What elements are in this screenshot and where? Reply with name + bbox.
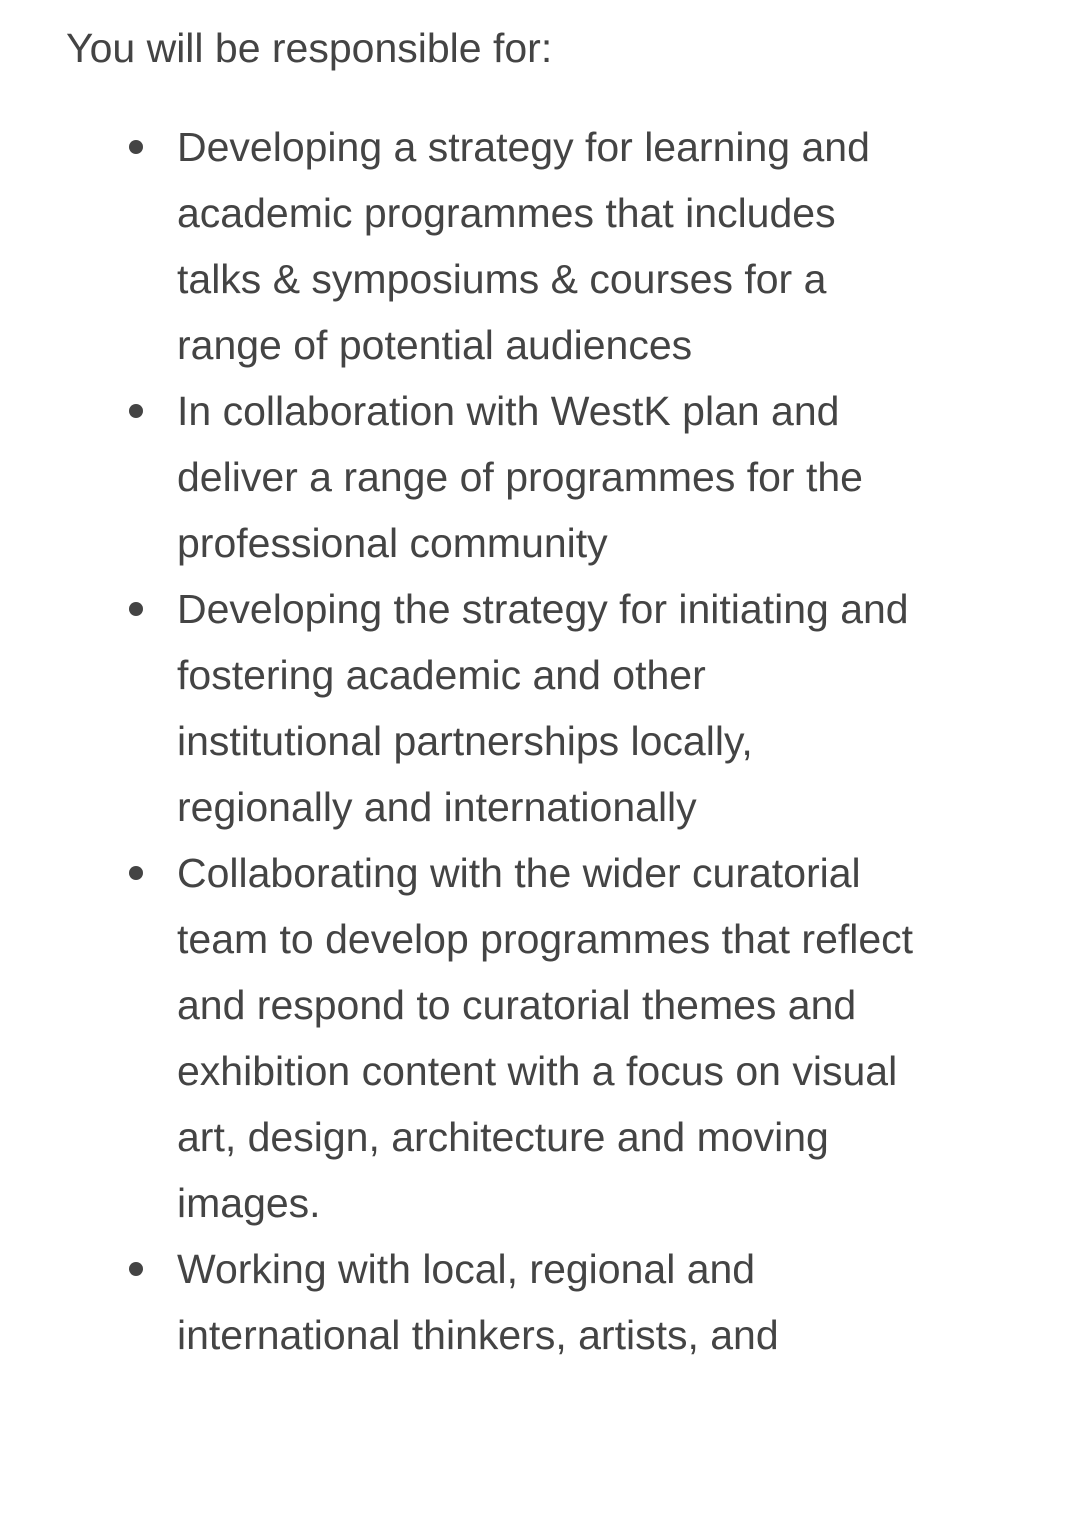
intro-text: You will be responsible for: — [66, 25, 553, 71]
responsibilities-list — [0, 114, 1080, 1368]
list-item-text: Developing the strategy for initiating and fostering academic and other institutional partnerships locally, regionally and internationally — [177, 586, 909, 830]
bullet-icon — [129, 602, 143, 616]
list-item — [0, 378, 917, 576]
bullet-icon — [129, 1262, 143, 1276]
list-item — [0, 576, 917, 840]
bullet-icon — [129, 866, 143, 880]
list-item-text: Developing a strategy for learning and academic programmes that includes talks & symposiums & courses for a range of potential audiences — [177, 124, 870, 368]
list-item-text: Working with local, regional and international thinkers, artists, and — [177, 1246, 779, 1358]
bullet-icon — [129, 140, 143, 154]
list-item — [0, 1236, 917, 1368]
list-item-text: In collaboration with WestK plan and deliver a range of programmes for the professional community — [177, 388, 863, 566]
list-item — [0, 840, 917, 1236]
bullet-icon — [129, 404, 143, 418]
list-item — [0, 114, 917, 378]
list-item-text: Collaborating with the wider curatorial team to develop programmes that reflect and respond to curatorial themes and exhibition content with a focus on visual art, design, architecture and moving images. — [177, 850, 914, 1226]
